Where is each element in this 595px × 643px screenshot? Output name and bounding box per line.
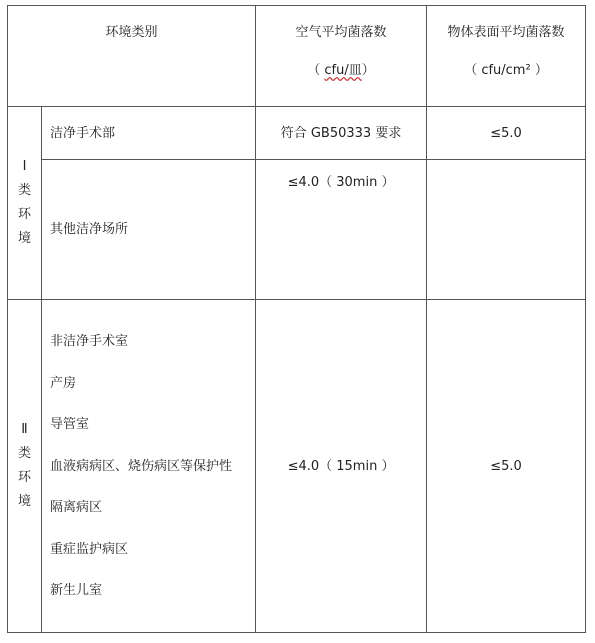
env-list-item: 产房 <box>50 375 77 391</box>
header-air-title: 空气平均菌落数 <box>295 25 387 40</box>
header-surface-title: 物体表面平均菌落数 <box>447 25 565 40</box>
env-name: 其他洁净场所 <box>50 222 129 237</box>
surface-count-value: ≤5.0 <box>490 458 522 474</box>
class1-char: 类 <box>17 183 31 198</box>
env-name: 洁净手术部 <box>50 125 116 141</box>
header-env-category <box>8 6 256 107</box>
surface-count-cell <box>427 300 586 633</box>
header-row <box>8 6 586 107</box>
env-list-item: 导管室 <box>50 417 90 432</box>
class1-char: 境 <box>17 231 31 246</box>
class2-char: Ⅱ <box>21 422 28 437</box>
environment-standards-table <box>7 5 586 633</box>
class2-category-cell <box>8 300 42 633</box>
header-air-unit-line <box>256 39 426 77</box>
header-air-unit: cfu/皿 <box>324 63 362 78</box>
air-count-value: 符合 GB50333 要求 <box>280 125 402 141</box>
class2-char: 环 <box>17 470 31 485</box>
env-list-item: 血液病病区、烧伤病区等保护性 <box>50 458 233 474</box>
air-count-cell <box>256 160 427 300</box>
header-air-unit-prefix: （ <box>307 63 325 78</box>
table-row <box>8 160 586 300</box>
env-list-item: 隔离病区 <box>50 500 103 515</box>
air-count-cell <box>256 107 427 160</box>
header-air-count <box>256 6 427 107</box>
table-row <box>8 107 586 160</box>
class2-env-list <box>42 300 256 633</box>
class1-char: 环 <box>17 207 31 222</box>
header-surface-count <box>427 6 586 107</box>
air-count-value: ≤4.0（ 15min ） <box>287 458 395 474</box>
surface-count-cell <box>427 160 586 300</box>
table-row <box>8 300 586 633</box>
class2-char: 类 <box>17 446 31 461</box>
class2-char: 境 <box>17 494 31 509</box>
header-surface-unit: （ cfu/cm² ） <box>464 63 548 78</box>
env-list-item: 非洁净手术室 <box>50 334 129 349</box>
class1-category-cell <box>8 107 42 300</box>
class1-char: Ⅰ <box>22 159 27 174</box>
standards-table-frame <box>7 5 585 637</box>
surface-count-value: ≤5.0 <box>490 125 522 141</box>
env-list-item: 新生儿室 <box>50 583 103 598</box>
env-name-cell <box>42 160 256 300</box>
surface-count-cell <box>427 107 586 160</box>
header-env-category-label: 环境类别 <box>105 25 158 40</box>
env-name-cell <box>42 107 256 160</box>
header-air-unit-suffix: ） <box>361 63 375 78</box>
air-count-value: ≤4.0（ 30min ） <box>287 175 395 190</box>
air-count-cell <box>256 300 427 633</box>
env-list-item: 重症监护病区 <box>50 541 129 557</box>
